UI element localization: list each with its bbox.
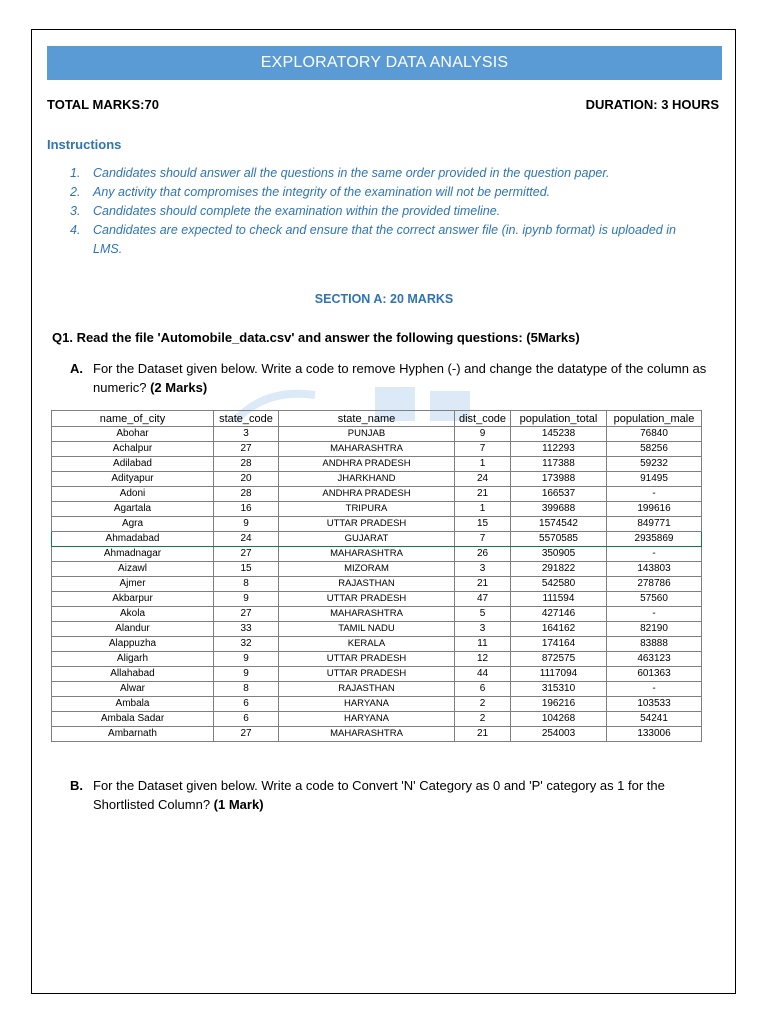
table-cell: 8: [214, 577, 279, 592]
table-cell: 164162: [511, 622, 607, 637]
table-cell: Alandur: [52, 622, 214, 637]
instruction-item: [70, 221, 690, 259]
table-cell: 7: [455, 442, 511, 457]
table-cell: RAJASTHAN: [279, 577, 455, 592]
table-cell: 21: [455, 727, 511, 742]
question-letter: A.: [70, 361, 83, 376]
table-cell: 6: [455, 682, 511, 697]
table-row: [52, 697, 702, 712]
table-cell: PUNJAB: [279, 427, 455, 442]
table-cell: MAHARASHTRA: [279, 442, 455, 457]
table-row: [52, 727, 702, 742]
table-cell: Abohar: [52, 427, 214, 442]
table-cell: 601363: [607, 667, 702, 682]
table-row: [52, 667, 702, 682]
table-cell: Aligarh: [52, 652, 214, 667]
table-cell: TRIPURA: [279, 502, 455, 517]
table-cell: Akola: [52, 607, 214, 622]
table-cell: 112293: [511, 442, 607, 457]
table-cell: 27: [214, 547, 279, 562]
table-cell: 9: [214, 592, 279, 607]
table-cell: 143803: [607, 562, 702, 577]
city-population-table: [51, 410, 702, 742]
section-title: SECTION A: 20 MARKS: [314, 292, 454, 306]
table-cell: 196216: [511, 697, 607, 712]
table-cell: Alappuzha: [52, 637, 214, 652]
table-row: [52, 442, 702, 457]
table-cell: 8: [214, 682, 279, 697]
table-row: [52, 652, 702, 667]
table-cell: Ambala Sadar: [52, 712, 214, 727]
table-cell: 6: [214, 712, 279, 727]
table-cell: 291822: [511, 562, 607, 577]
table-cell: 9: [455, 427, 511, 442]
table-cell: 1117094: [511, 667, 607, 682]
table-cell: 872575: [511, 652, 607, 667]
table-cell: 133006: [607, 727, 702, 742]
table-cell: TAMIL NADU: [279, 622, 455, 637]
table-cell: Adityapur: [52, 472, 214, 487]
table-cell: 11: [455, 637, 511, 652]
instruction-item: [70, 202, 690, 221]
table-cell: 1: [455, 502, 511, 517]
table-cell: ANDHRA PRADESH: [279, 457, 455, 472]
table-cell: 9: [214, 667, 279, 682]
table-cell: 91495: [607, 472, 702, 487]
table-cell: ANDHRA PRADESH: [279, 487, 455, 502]
table-cell: 166537: [511, 487, 607, 502]
table-cell: Ambarnath: [52, 727, 214, 742]
column-header: state_code: [214, 411, 279, 427]
column-header: name_of_city: [52, 411, 214, 427]
table-cell: MAHARASHTRA: [279, 547, 455, 562]
table-row: [52, 472, 702, 487]
question-letter: B.: [70, 778, 83, 793]
table-cell: Ahmadnagar: [52, 547, 214, 562]
table-cell: 20: [214, 472, 279, 487]
table-cell: 28: [214, 487, 279, 502]
table-cell: HARYANA: [279, 697, 455, 712]
table-cell: 199616: [607, 502, 702, 517]
question-marks: (2 Marks): [150, 380, 208, 395]
table-cell: UTTAR PRADESH: [279, 517, 455, 532]
table-row: [52, 457, 702, 472]
document-title: EXPLORATORY DATA ANALYSIS: [47, 46, 722, 80]
table-cell: 5: [455, 607, 511, 622]
table-cell: 117388: [511, 457, 607, 472]
table-cell: 174164: [511, 637, 607, 652]
table-cell: 54241: [607, 712, 702, 727]
table-row: [52, 682, 702, 697]
table-cell: 427146: [511, 607, 607, 622]
table-cell: MAHARASHTRA: [279, 607, 455, 622]
table-cell: 28: [214, 457, 279, 472]
table-cell: 278786: [607, 577, 702, 592]
table-cell: 27: [214, 442, 279, 457]
question-body: For the Dataset given below. Write a code to Convert 'N' Category as 0 and 'P' category as 1 for the Shortlisted Column?: [93, 778, 665, 812]
table-cell: 254003: [511, 727, 607, 742]
table-cell: 24: [455, 472, 511, 487]
table-row: [52, 607, 702, 622]
instruction-text: Candidates are expected to check and ensure that the correct answer file (in. ipynb format) is uploaded in LMS.: [93, 223, 676, 256]
instruction-text: Candidates should answer all the questions in the same order provided in the question paper.: [93, 166, 610, 180]
table-row: [52, 427, 702, 442]
table-cell: RAJASTHAN: [279, 682, 455, 697]
table-cell: Ambala: [52, 697, 214, 712]
table-cell: 16: [214, 502, 279, 517]
table-cell: 3: [455, 622, 511, 637]
question-1: Q1. Read the file 'Automobile_data.csv' and answer the following questions: (5Marks): [52, 330, 580, 345]
table-cell: Ajmer: [52, 577, 214, 592]
instruction-number: 4.: [70, 223, 81, 237]
table-cell: 26: [455, 547, 511, 562]
question-body: For the Dataset given below. Write a code to remove Hyphen (-) and change the datatype of the column as numeric?: [93, 361, 707, 395]
table-cell: JHARKHAND: [279, 472, 455, 487]
table-cell: 9: [214, 652, 279, 667]
table-cell: 15: [214, 562, 279, 577]
table-cell: 21: [455, 487, 511, 502]
table-cell: Achalpur: [52, 442, 214, 457]
table-row: [52, 562, 702, 577]
table-cell: 463123: [607, 652, 702, 667]
table-cell: HARYANA: [279, 712, 455, 727]
table-cell: 849771: [607, 517, 702, 532]
table-cell: 15: [455, 517, 511, 532]
table-row: [52, 487, 702, 502]
table-row: [52, 712, 702, 727]
table-cell: 7: [455, 532, 511, 547]
table-cell: 12: [455, 652, 511, 667]
table-row: [52, 622, 702, 637]
table-cell: 32: [214, 637, 279, 652]
table-cell: Ahmadabad: [52, 532, 214, 547]
table-cell: 27: [214, 727, 279, 742]
question-1b: [70, 776, 710, 814]
table-cell: Allahabad: [52, 667, 214, 682]
table-cell: 350905: [511, 547, 607, 562]
table-cell: 542580: [511, 577, 607, 592]
column-header: state_name: [279, 411, 455, 427]
table-cell: 83888: [607, 637, 702, 652]
instruction-item: [70, 164, 690, 183]
table-cell: -: [607, 547, 702, 562]
table-cell: -: [607, 487, 702, 502]
table-cell: UTTAR PRADESH: [279, 652, 455, 667]
table-cell: 1: [455, 457, 511, 472]
instruction-number: 3.: [70, 204, 81, 218]
instructions-heading: Instructions: [47, 137, 122, 152]
table-cell: -: [607, 682, 702, 697]
table-row: [52, 637, 702, 652]
instructions-list: [70, 164, 690, 259]
table-cell: 76840: [607, 427, 702, 442]
table-cell: 2935869: [607, 532, 702, 547]
table-cell: 315310: [511, 682, 607, 697]
table-cell: Alwar: [52, 682, 214, 697]
duration: DURATION: 3 HOURS: [585, 97, 719, 112]
table-cell: 82190: [607, 622, 702, 637]
table-row: [52, 532, 702, 547]
table-cell: UTTAR PRADESH: [279, 667, 455, 682]
table-cell: Adoni: [52, 487, 214, 502]
table-row: [52, 547, 702, 562]
instruction-item: [70, 183, 690, 202]
table-cell: 5570585: [511, 532, 607, 547]
table-cell: 145238: [511, 427, 607, 442]
table-cell: 173988: [511, 472, 607, 487]
table-cell: Adilabad: [52, 457, 214, 472]
table-cell: 24: [214, 532, 279, 547]
table-cell: 59232: [607, 457, 702, 472]
table-cell: 58256: [607, 442, 702, 457]
question-text: [70, 776, 710, 814]
table-cell: MIZORAM: [279, 562, 455, 577]
table-cell: Agartala: [52, 502, 214, 517]
column-header: dist_code: [455, 411, 511, 427]
table-cell: GUJARAT: [279, 532, 455, 547]
table-cell: Aizawl: [52, 562, 214, 577]
table-cell: 27: [214, 607, 279, 622]
table-cell: 21: [455, 577, 511, 592]
table-cell: 9: [214, 517, 279, 532]
table-cell: 6: [214, 697, 279, 712]
table-row: [52, 517, 702, 532]
table-cell: 103533: [607, 697, 702, 712]
table-cell: Agra: [52, 517, 214, 532]
column-header: population_male: [607, 411, 702, 427]
instruction-text: Any activity that compromises the integrity of the examination will not be permitted.: [93, 185, 551, 199]
table-cell: KERALA: [279, 637, 455, 652]
table-cell: MAHARASHTRA: [279, 727, 455, 742]
total-marks: TOTAL MARKS:70: [47, 97, 159, 112]
table-cell: 399688: [511, 502, 607, 517]
table-cell: 2: [455, 712, 511, 727]
table-cell: 47: [455, 592, 511, 607]
table-cell: 3: [455, 562, 511, 577]
table-cell: 1574542: [511, 517, 607, 532]
table-cell: 111594: [511, 592, 607, 607]
table-row: [52, 577, 702, 592]
question-marks: (1 Mark): [213, 797, 264, 812]
table-cell: 44: [455, 667, 511, 682]
table-header-row: [52, 411, 702, 427]
exam-meta: [47, 97, 719, 115]
table-row: [52, 502, 702, 517]
table-cell: 33: [214, 622, 279, 637]
column-header: population_total: [511, 411, 607, 427]
table-cell: UTTAR PRADESH: [279, 592, 455, 607]
table-cell: 2: [455, 697, 511, 712]
table-cell: -: [607, 607, 702, 622]
instruction-number: 1.: [70, 166, 81, 180]
instruction-number: 2.: [70, 185, 81, 199]
table-cell: 104268: [511, 712, 607, 727]
table-cell: 57560: [607, 592, 702, 607]
table-cell: 3: [214, 427, 279, 442]
table-row: [52, 592, 702, 607]
instruction-text: Candidates should complete the examination within the provided timeline.: [93, 204, 501, 218]
table-cell: Akbarpur: [52, 592, 214, 607]
